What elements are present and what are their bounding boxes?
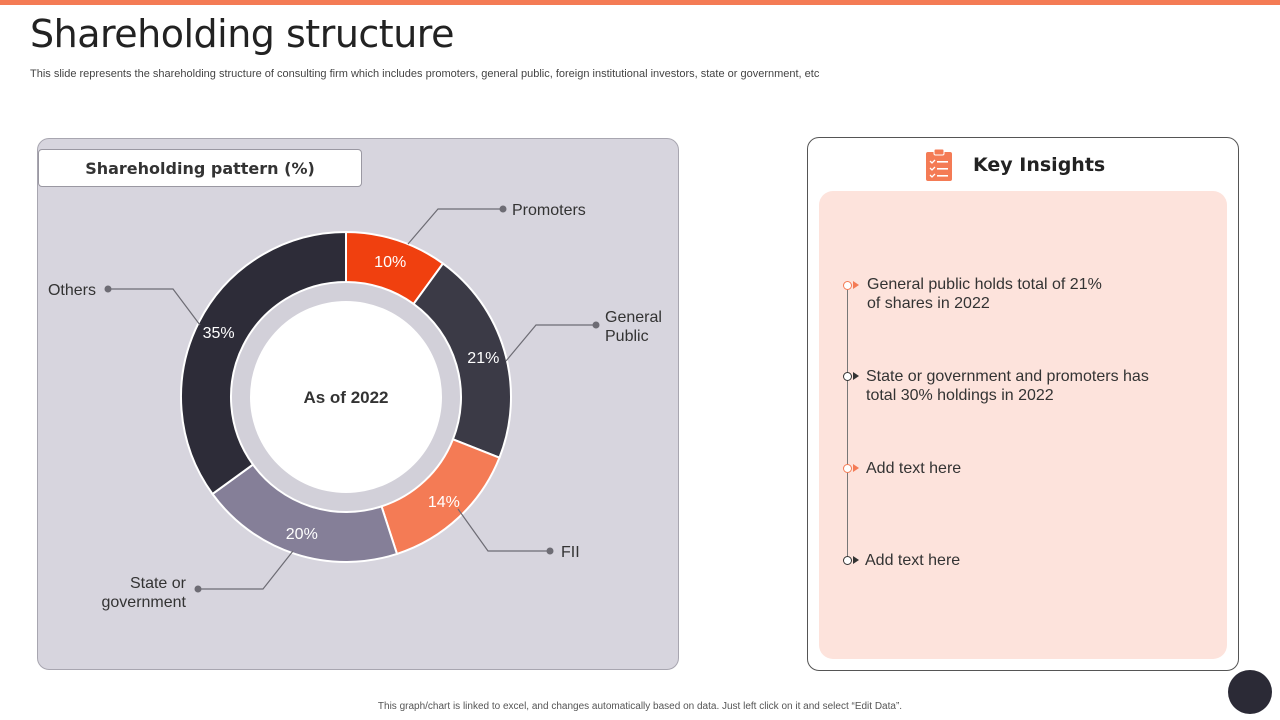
timeline-bullet	[843, 464, 852, 473]
insight-line: Add text here	[866, 460, 962, 477]
arrow-right-icon	[853, 556, 859, 564]
arrow-right-icon	[853, 281, 859, 289]
callout-leader-line	[506, 325, 596, 361]
category-label: FII	[561, 544, 580, 561]
arrow-right-icon	[853, 372, 859, 380]
callout-dot	[500, 206, 507, 213]
page-subtitle: This slide represents the shareholding structure of consulting firm which includes promoters, general public, foreign institutional investors, state or government, etc	[30, 68, 820, 80]
arrow-right-icon	[853, 464, 859, 472]
insights-title: Key Insights	[973, 154, 1106, 176]
chart-header: Shareholding pattern (%)	[38, 149, 362, 187]
category-label: Promoters	[512, 202, 586, 219]
timeline-bullet	[843, 372, 852, 381]
timeline-line	[847, 286, 848, 562]
slice-value-label: 14%	[427, 494, 460, 512]
chart-panel	[37, 138, 679, 670]
insight-line: State or government and promoters has	[866, 368, 1149, 385]
insight-line: total 30% holdings in 2022	[866, 387, 1054, 404]
slice-value-label: 35%	[202, 325, 235, 343]
callout-dot	[105, 286, 112, 293]
callout-leader-line	[198, 551, 293, 589]
top-accent-bar	[0, 0, 1280, 5]
callout-leader-line	[458, 509, 550, 551]
callout-leader-line	[108, 289, 200, 325]
insight-line: Add text here	[865, 552, 961, 569]
insight-item-1[interactable]	[867, 275, 1167, 313]
donut-center-label: As of 2022	[303, 388, 389, 407]
donut-chart[interactable]	[38, 139, 678, 669]
timeline-bullet	[843, 281, 852, 290]
page-title: Shareholding structure	[30, 12, 454, 56]
callout-dot	[195, 586, 202, 593]
category-label: Public	[605, 328, 649, 345]
callout-dot	[547, 548, 554, 555]
callout-dot	[593, 322, 600, 329]
clipboard-icon	[924, 148, 954, 182]
slice-value-label: 21%	[467, 350, 500, 368]
insight-line: of shares in 2022	[867, 295, 990, 312]
category-label: Others	[47, 282, 96, 299]
insight-item-4[interactable]	[865, 551, 1165, 570]
category-label: government	[101, 594, 186, 611]
corner-decoration	[1228, 670, 1272, 714]
insight-item-3[interactable]	[866, 459, 1166, 478]
slice-value-label: 10%	[374, 253, 407, 271]
slice-value-label: 20%	[285, 526, 318, 544]
category-label: State or	[129, 575, 186, 592]
category-label: General	[605, 309, 662, 326]
callout-leader-line	[408, 209, 503, 244]
insights-panel	[807, 137, 1239, 671]
timeline-bullet	[843, 556, 852, 565]
footer-note: This graph/chart is linked to excel, and changes automatically based on data. Just left click on it and select “Edit Data”.	[377, 701, 903, 712]
insight-line: General public holds total of 21%	[867, 276, 1102, 293]
insights-box	[819, 191, 1227, 659]
insight-item-2[interactable]	[866, 367, 1166, 405]
